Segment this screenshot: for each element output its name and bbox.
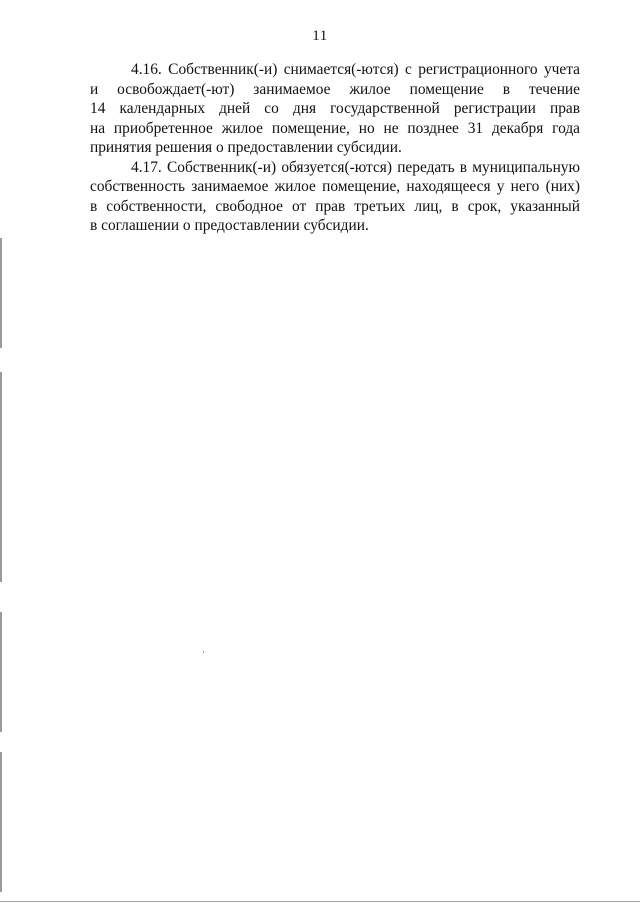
page-bottom-edge [0,901,640,902]
paragraph-line: на приобретенное жилое помещение, но не позднее 31 декабря года [90,119,580,137]
paragraph-4-16 [90,60,580,158]
paragraph-line: принятия решения о предоставлении субсидии. [90,139,402,156]
paragraph-line: 4.16. Собственник(-и) снимается(-ются) с регистрационного учета [131,61,580,78]
scan-edge-mark [0,752,2,892]
paragraph-line: 4.17. Собственник(-и) обязуется(-ются) передать в муниципальную [131,158,580,176]
document-body [90,60,580,236]
paragraph-line: и освобождает(-ют) занимаемое жилое помещение в течение [90,80,580,98]
scan-edge-mark [0,372,2,582]
paragraph-4-17 [90,158,580,236]
scan-edge-mark [0,612,2,732]
scan-speck [203,651,204,653]
paragraph-line: собственность занимаемое жилое помещение, находящееся у него (них) [90,178,580,195]
scan-edge-mark [0,238,2,348]
paragraph-line: в собственности, свободное от прав третьих лиц, в срок, указанный [90,197,580,215]
paragraph-line: 14 календарных дней со дня государственной регистрации прав [90,100,580,117]
page-number: 11 [312,28,328,44]
paragraph-line: в соглашении о предоставлении субсидии. [90,217,369,234]
